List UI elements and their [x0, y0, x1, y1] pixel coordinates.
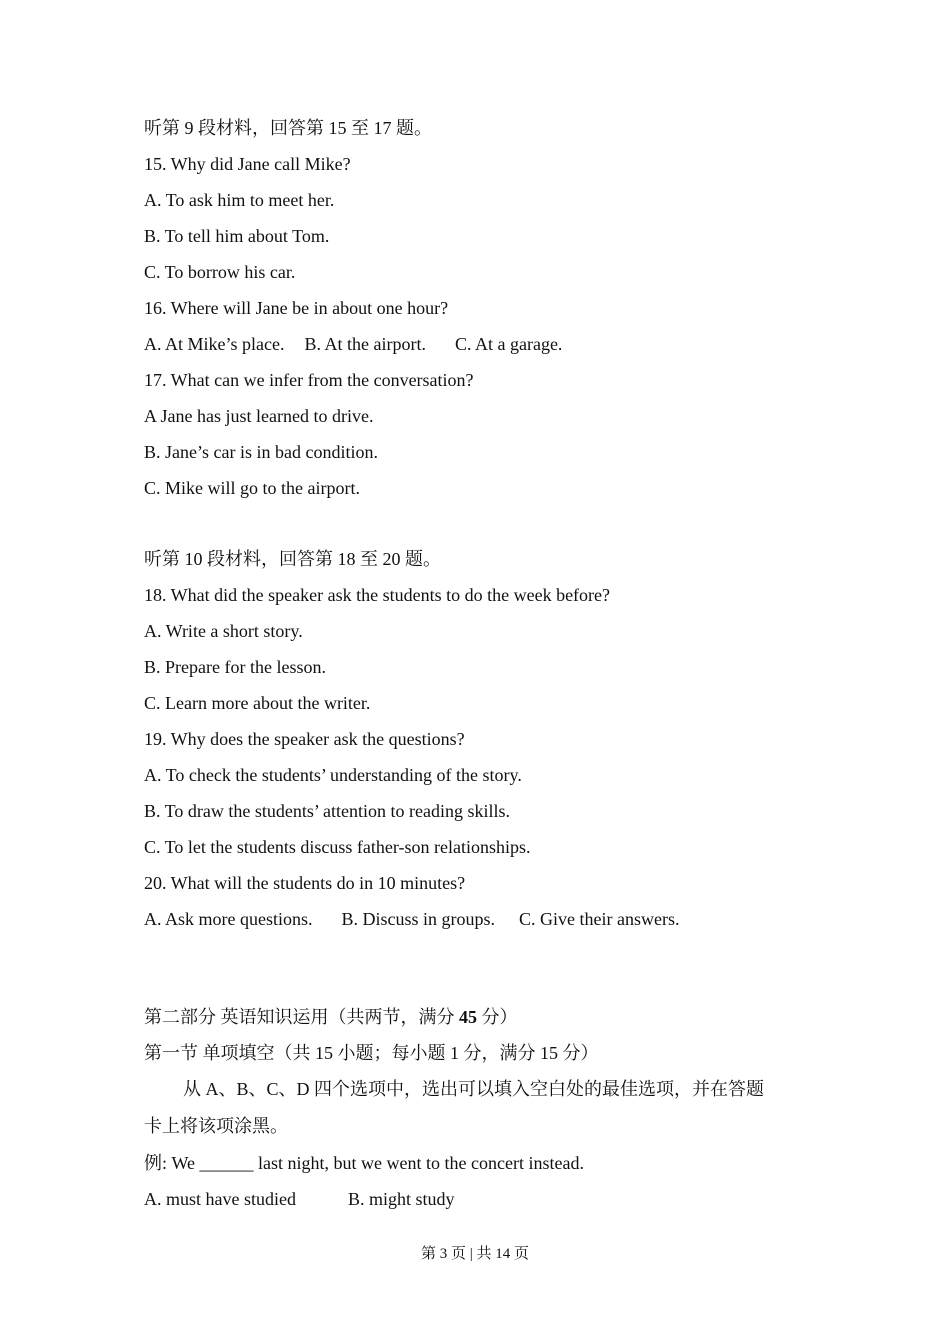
question-17-option-c: C. Mike will go to the airport.: [144, 478, 360, 498]
part-2-title: [144, 1005, 518, 1029]
question-16-option-b: B. At the airport.: [304, 334, 426, 354]
section-1-title: 第一节 单项填空（共 15 小题；每小题 1 分，满分 15 分）: [144, 1043, 599, 1063]
part-2-title-suffix: 分）: [477, 1007, 518, 1027]
question-20-options: [144, 907, 679, 931]
instruction-line-1: 从 A、B、C、D 四个选项中，选出可以填入空白处的最佳选项，并在答题: [183, 1079, 765, 1099]
question-19-option-c: C. To let the students discuss father-son relationships.: [144, 837, 531, 857]
question-16-stem: 16. Where will Jane be in about one hour?: [144, 298, 449, 318]
question-17-option-b: B. Jane’s car is in bad condition.: [144, 442, 378, 462]
page-footer: 第 3 页 | 共 14 页: [420, 1246, 529, 1262]
question-18-option-c: C. Learn more about the writer.: [144, 693, 371, 713]
question-20-stem: 20. What will the students do in 10 minutes?: [144, 873, 466, 893]
question-20-option-c: C. Give their answers.: [519, 909, 680, 929]
question-17-stem: 17. What can we infer from the conversation?: [144, 370, 474, 390]
question-16-option-a: A. At Mike’s place.: [144, 334, 285, 354]
question-19-option-b: B. To draw the students’ attention to reading skills.: [144, 801, 511, 821]
question-17-option-a: A Jane has just learned to drive.: [144, 406, 374, 426]
question-18-option-a: A. Write a short story.: [144, 621, 303, 641]
question-15-option-b: B. To tell him about Tom.: [144, 226, 330, 246]
question-18-stem: 18. What did the speaker ask the students to do the week before?: [144, 585, 611, 605]
question-20-option-b: B. Discuss in groups.: [341, 909, 496, 929]
instruction-line-2: 卡上将该项涂黑。: [144, 1116, 288, 1136]
example-option-a: A. must have studied: [144, 1189, 296, 1209]
question-15-stem: 15. Why did Jane call Mike?: [144, 154, 351, 174]
question-18-option-b: B. Prepare for the lesson.: [144, 657, 326, 677]
question-16-option-c: C. At a garage.: [454, 334, 563, 354]
question-20-option-a: A. Ask more questions.: [144, 909, 313, 929]
question-19-stem: 19. Why does the speaker ask the questions?: [144, 729, 465, 749]
example-question: 例: We ______ last night, but we went to the concert instead.: [144, 1153, 584, 1173]
section-9-header: 听第 9 段材料，回答第 15 至 17 题。: [144, 118, 432, 138]
question-15-option-c: C. To borrow his car.: [144, 262, 296, 282]
example-option-b: B. might study: [347, 1189, 455, 1209]
example-options: [144, 1187, 455, 1211]
part-2-total-score: 45: [459, 1007, 477, 1027]
question-16-options: [144, 332, 562, 356]
question-15-option-a: A. To ask him to meet her.: [144, 190, 335, 210]
question-19-option-a: A. To check the students’ understanding of the story.: [144, 765, 522, 785]
part-2-title-prefix: 第二部分 英语知识运用（共两节，满分: [144, 1007, 459, 1027]
section-10-header: 听第 10 段材料，回答第 18 至 20 题。: [144, 549, 441, 569]
